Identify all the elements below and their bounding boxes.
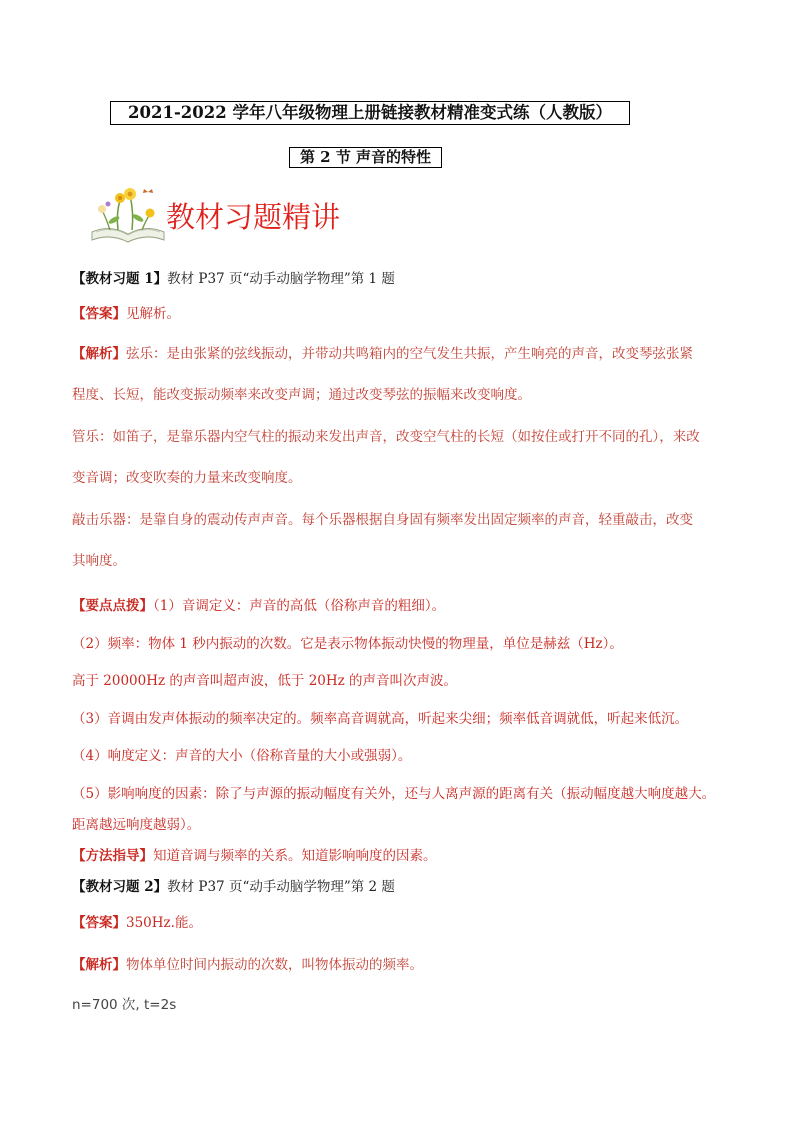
analysis-1-line: 程度、长短，能改变振动频率来改变声调；通过改变琴弦的振幅来改变响度。 [72,387,531,403]
analysis-1-line: 变音调；改变吹奏的力量来改变响度。 [72,470,302,486]
analysis-2-text: 物体单位时间内振动的次数，叫物体振动的频率。 [126,957,423,973]
answer-1 [72,305,742,323]
answer-2 [72,914,742,932]
banner-title: 教材习题精讲 [166,200,341,234]
keypoint-text: （1）音调定义：声音的高低（俗称声音的粗细）。 [153,598,446,614]
section-title: 第 2 节 声音的特性 [289,147,442,168]
section-banner [88,180,378,246]
answer-2-tag: 【答案】 [72,915,126,931]
keypoint-line: 距离越远响度越弱）。 [72,817,201,833]
analysis-1-tag: 【解析】 [72,346,126,362]
method-text: 知道音调与频率的关系。知道影响响度的因素。 [153,848,437,864]
method-tag: 【方法指导】 [72,848,153,864]
method-line [72,847,742,865]
analysis-1-line: 敲击乐器：是靠自身的震动传声声音。每个乐器根据自身固有频率发出固定频率的声音，轻重敲击，改变 [72,512,693,528]
question-2-tag: 【教材习题 2】 [72,879,168,895]
answer-1-tag: 【答案】 [72,306,126,322]
analysis-1-line [72,345,742,363]
keypoint-line [72,597,742,615]
analysis-1-text: 弦乐：是由张紧的弦线振动，并带动共鸣箱内的空气发生共振，产生响亮的声音，改变琴弦张紧 [126,346,693,362]
answer-2-text: 350Hz.能。 [126,915,202,931]
question-2-ref: 教材 P37 页“动手动脑学物理”第 2 题 [167,879,395,895]
analysis-2 [72,956,742,974]
analysis-1-line: 管乐：如笛子，是靠乐器内空气柱的振动来发出声音，改变空气柱的长短（如按住或打开不同的孔），来改 [72,429,700,445]
question-2-heading [72,878,742,896]
keypoint-line: （2）频率：物体 1 秒内振动的次数。它是表示物体振动快慢的物理量，单位是赫兹（Hz）。 [72,636,623,652]
analysis-2-tag: 【解析】 [72,957,126,973]
question-1-tag: 【教材习题 1】 [72,271,168,287]
keypoint-line: （3）音调由发声体振动的频率决定的。频率高音调就高，听起来尖细；频率低音调就低，听起来低沉。 [72,711,689,727]
keypoint-line: 高于 20000Hz 的声音叫超声波，低于 20Hz 的声音叫次声波。 [72,673,458,689]
keypoint-line: （4）响度定义：声音的大小（俗称音量的大小或强弱）。 [72,748,412,764]
open-book-flowers-icon [88,180,168,246]
analysis-1-line: 其响度。 [72,553,126,569]
question-1-ref: 教材 P37 页“动手动脑学物理”第 1 题 [167,271,395,287]
formula-line: n=700 次, t=2s [72,997,177,1013]
keypoint-tag: 【要点点拨】 [72,598,153,614]
keypoint-line: （5）影响响度的因素：除了与声源的振动幅度有关外，还与人离声源的距离有关（振动幅度越大响度越大。 [72,786,716,802]
question-1-heading [72,270,742,288]
document-title: 2021-2022 学年八年级物理上册链接教材精准变式练（人教版） [110,101,630,125]
answer-1-text: 见解析。 [126,306,180,322]
